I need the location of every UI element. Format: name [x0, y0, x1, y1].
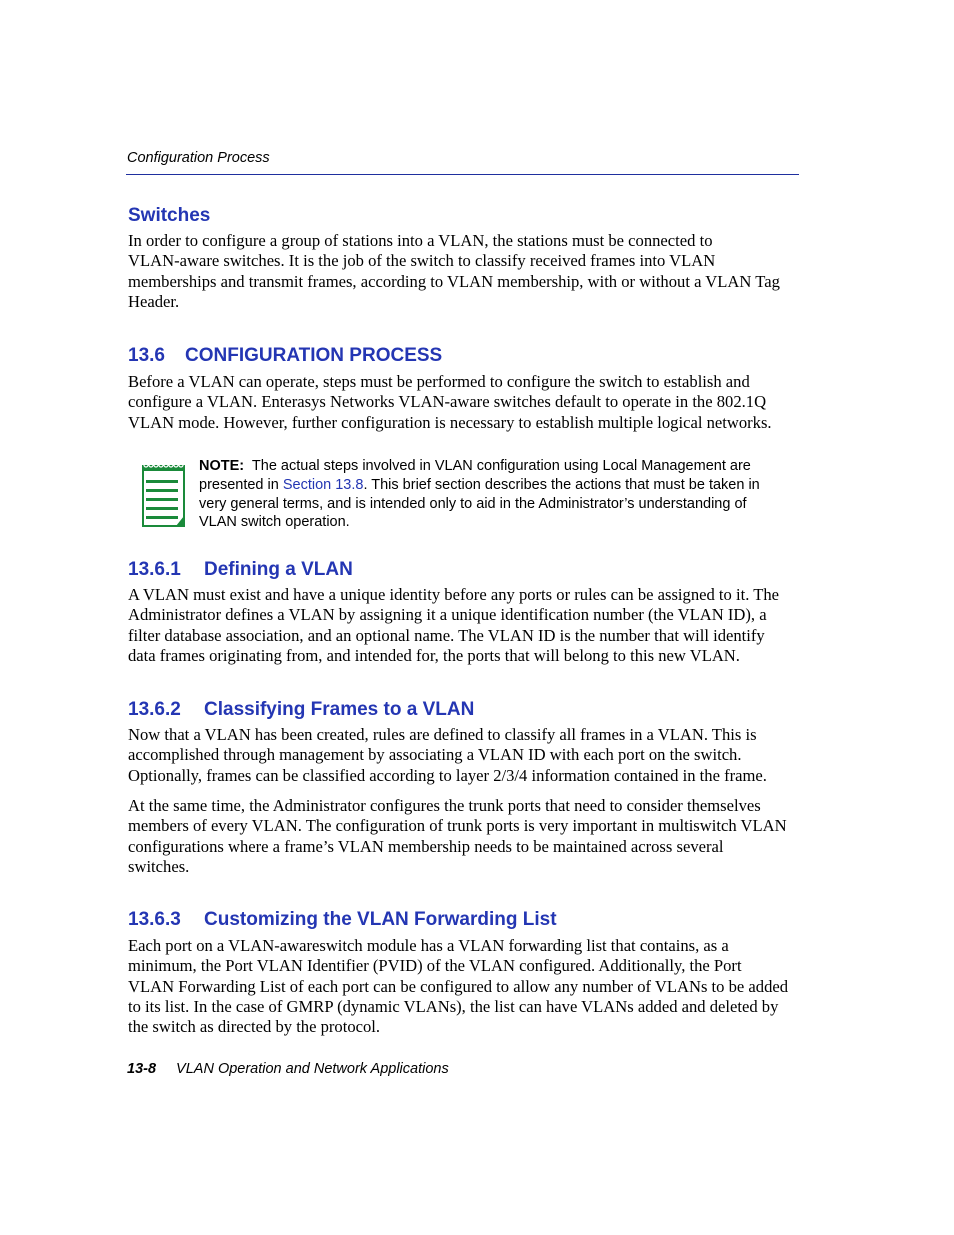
section-number: 13.6.1 [128, 559, 181, 580]
notepad-icon [140, 460, 188, 530]
section-title: Customizing the VLAN Forwarding List [204, 909, 557, 930]
text-line: Before a VLAN can operate, steps must be performed to configure the switch to establish and [128, 372, 750, 391]
header-rule [126, 174, 799, 175]
section-title: Classifying Frames to a VLAN [204, 699, 475, 720]
text-line: In order to configure a group of stations into a VLAN, the stations must be connected to [128, 231, 713, 250]
page-number: 13-8 [127, 1061, 157, 1077]
text-line: switches. [128, 856, 190, 876]
section-title: CONFIGURATION PROCESS [185, 345, 443, 366]
text-line: Administrator defines a VLAN by assigning it a unique identification number (the VLAN ID), a [128, 605, 767, 625]
note-line [199, 476, 799, 495]
text-line: Optionally, frames can be classified according to layer 2/3/4 information contained in the frame. [128, 765, 767, 785]
paragraph-configuration-process [128, 372, 800, 433]
running-header: Configuration Process [127, 150, 270, 166]
section-number: 13.6.3 [128, 909, 181, 930]
section-number: 13.6 [128, 345, 165, 366]
text-line: Now that a VLAN has been created, rules are defined to classify all frames in a VLAN. This is [128, 725, 757, 744]
note-label: NOTE: [199, 458, 245, 474]
text-line: Each port on a VLAN-awareswitch module has a VLAN forwarding list that contains, as a [128, 936, 729, 955]
text-line: to its list. In the case of GMRP (dynamic VLANs), the list can have VLANs added and deleted by [128, 996, 779, 1016]
note-line: VLAN switch operation. [199, 514, 350, 531]
note-text: presented in [199, 476, 283, 493]
heading-customizing-forwarding-list [128, 909, 557, 931]
text-line: members of every VLAN. The configuration of trunk ports is very important in multiswitch VLAN [128, 816, 787, 836]
text-line: minimum, the Port VLAN Identifier (PVID) of the VLAN configured. Additionally, the Port [128, 956, 742, 976]
text-line: VLAN mode. However, further configuration is necessary to establish multiple logical networks. [128, 412, 772, 432]
heading-defining-vlan [128, 559, 353, 581]
paragraph-customizing [128, 936, 800, 1037]
paragraph-defining-vlan [128, 585, 800, 666]
book-title: VLAN Operation and Network Applications [176, 1061, 449, 1077]
section-13-8-link[interactable]: Section 13.8 [282, 476, 364, 493]
text-line: A VLAN must exist and have a unique identity before any ports or rules can be assigned to it. The [128, 585, 780, 604]
text-line: data frames originating from, and intended for, the ports that will belong to this new VLAN. [128, 645, 740, 665]
heading-switches: Switches [128, 205, 211, 226]
note-text: The actual steps involved in VLAN configuration using Local Management are [251, 458, 751, 474]
paragraph-classifying-1 [128, 725, 800, 786]
paragraph-classifying-2 [128, 796, 800, 877]
paragraph-switches [128, 231, 800, 312]
note-box [199, 457, 799, 532]
text-line: the switch as directed by the protocol. [128, 1017, 381, 1037]
text-line: configurations where a frame’s VLAN membership needs to be maintained across several [128, 836, 724, 856]
text-line: memberships and transmit frames, according to VLAN membership, with or without a VLAN Tag [128, 271, 780, 291]
note-text: . This brief section describes the actions that must be taken in [363, 476, 760, 493]
text-line: Header. [128, 291, 180, 311]
section-number: 13.6.2 [128, 699, 181, 720]
text-line: filter database association, and an optional name. The VLAN ID is the number that will identify [128, 625, 765, 645]
text-line: configure a VLAN. Enterasys Networks VLAN-aware switches default to operate in the 802.1Q [128, 392, 767, 412]
text-line: VLAN Forwarding List of each port can be configured to allow any number of VLANs to be added [128, 976, 789, 996]
note-line: very general terms, and is intended only to aid in the Administrator’s understanding of [199, 495, 747, 512]
note-line [199, 457, 799, 476]
page-footer [127, 1060, 449, 1078]
heading-configuration-process [128, 345, 442, 367]
section-title: Defining a VLAN [204, 559, 353, 580]
text-line: At the same time, the Administrator configures the trunk ports that need to consider themselves [128, 796, 761, 815]
heading-classifying-frames [128, 699, 474, 721]
text-line: VLAN-aware switches. It is the job of the switch to classify received frames into VLAN [128, 251, 716, 271]
text-line: accomplished through management by associating a VLAN ID with each port on the switch. [128, 745, 742, 765]
